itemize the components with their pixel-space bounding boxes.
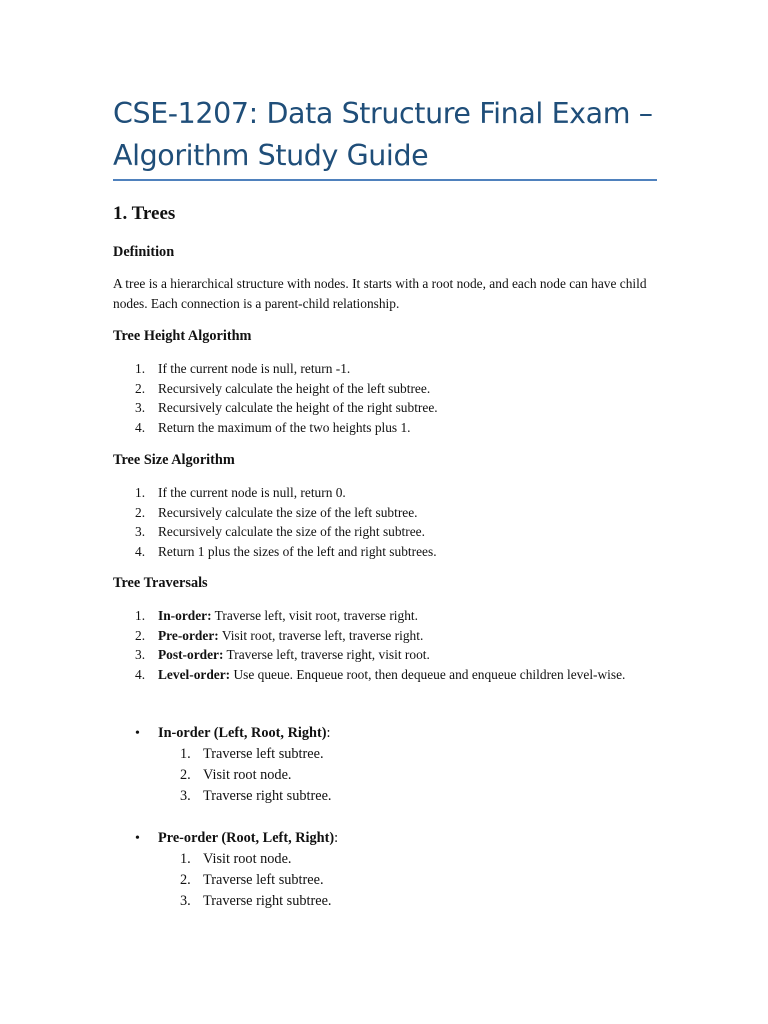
list-text: Traverse left subtree. bbox=[203, 746, 324, 762]
preorder-heading bbox=[113, 828, 658, 849]
list-number: 1. bbox=[180, 851, 191, 867]
list-item bbox=[113, 542, 658, 562]
list-text: Use queue. Enqueue root, then dequeue and enqueue children level-wise. bbox=[230, 666, 626, 682]
list-item bbox=[113, 522, 658, 542]
list-text: Traverse right subtree. bbox=[203, 788, 332, 804]
definition-text: A tree is a hierarchical structure with nodes. It starts with a root node, and each node can have child nodes. Each connection is a parent-child relationship. bbox=[113, 276, 647, 311]
definition-heading: Definition bbox=[113, 244, 175, 260]
traversal-term: Pre-order: bbox=[158, 627, 219, 643]
inorder-section bbox=[113, 723, 658, 807]
list-text: Traverse left, traverse right, visit root. bbox=[223, 647, 430, 662]
list-number: 2. bbox=[135, 504, 146, 520]
tree-size-steps bbox=[113, 483, 658, 561]
list-number: 3. bbox=[180, 788, 191, 804]
heading-colon: : bbox=[334, 830, 339, 846]
bullet-icon: • bbox=[135, 831, 140, 846]
list-item bbox=[113, 626, 658, 646]
tree-size-heading: Tree Size Algorithm bbox=[113, 452, 235, 468]
list-number: 2. bbox=[135, 627, 146, 643]
list-item bbox=[113, 483, 658, 503]
preorder-steps bbox=[113, 849, 658, 912]
section-heading-trees: 1. Trees bbox=[113, 203, 176, 224]
preorder-section bbox=[113, 828, 658, 912]
inorder-heading bbox=[113, 723, 658, 744]
preorder-heading-text: Pre-order (Root, Left, Right) bbox=[158, 830, 335, 846]
traversal-term: Post-order: bbox=[158, 647, 224, 662]
title-underline bbox=[113, 179, 657, 181]
list-item bbox=[113, 606, 658, 626]
inorder-steps bbox=[113, 744, 658, 807]
list-text: Visit root node. bbox=[203, 851, 292, 867]
list-number: 1. bbox=[135, 361, 146, 376]
list-number: 4. bbox=[135, 543, 146, 559]
list-number: 3. bbox=[135, 400, 146, 415]
list-number: 4. bbox=[135, 419, 146, 435]
list-item bbox=[113, 786, 658, 807]
list-item bbox=[113, 744, 658, 765]
tree-height-steps bbox=[113, 359, 658, 437]
list-number: 2. bbox=[180, 872, 191, 888]
list-item bbox=[113, 870, 658, 891]
tree-traversals-list bbox=[113, 606, 658, 684]
list-number: 1. bbox=[135, 485, 146, 500]
list-text: Return 1 plus the sizes of the left and right subtrees. bbox=[158, 543, 437, 559]
list-number: 3. bbox=[180, 893, 191, 909]
list-item bbox=[113, 645, 658, 665]
list-number: 3. bbox=[135, 647, 146, 662]
list-number: 2. bbox=[135, 380, 146, 396]
list-text: Traverse left subtree. bbox=[203, 872, 324, 888]
list-text: Visit root, traverse left, traverse right. bbox=[218, 627, 424, 643]
list-item bbox=[113, 665, 658, 685]
list-item bbox=[113, 849, 658, 870]
tree-traversals-heading: Tree Traversals bbox=[113, 575, 208, 591]
list-item bbox=[113, 418, 658, 438]
list-text: Recursively calculate the size of the left subtree. bbox=[158, 504, 418, 520]
traversal-term: In-order: bbox=[158, 608, 212, 623]
list-item bbox=[113, 359, 658, 379]
heading-colon: : bbox=[326, 725, 331, 741]
list-item bbox=[113, 398, 658, 418]
list-number: 4. bbox=[135, 666, 146, 682]
list-item bbox=[113, 379, 658, 399]
list-item bbox=[113, 503, 658, 523]
list-text: If the current node is null, return 0. bbox=[158, 485, 346, 500]
list-number: 3. bbox=[135, 524, 146, 539]
list-number: 1. bbox=[180, 746, 191, 762]
page-title: CSE-1207: Data Structure Final Exam – Algorithm Study Guide bbox=[113, 97, 653, 172]
list-item bbox=[113, 765, 658, 786]
list-text: Visit root node. bbox=[203, 767, 292, 783]
bullet-icon: • bbox=[135, 726, 140, 741]
list-text: Recursively calculate the height of the right subtree. bbox=[158, 400, 438, 415]
list-text: Recursively calculate the size of the right subtree. bbox=[158, 524, 425, 539]
list-number: 2. bbox=[180, 767, 191, 783]
list-text: Traverse right subtree. bbox=[203, 893, 332, 909]
tree-height-heading: Tree Height Algorithm bbox=[113, 328, 252, 344]
inorder-heading-text: In-order (Left, Root, Right) bbox=[158, 725, 327, 741]
list-text: If the current node is null, return -1. bbox=[158, 361, 351, 376]
list-text: Return the maximum of the two heights plus 1. bbox=[158, 419, 411, 435]
list-text: Traverse left, visit root, traverse right. bbox=[211, 608, 418, 623]
list-item bbox=[113, 891, 658, 912]
list-text: Recursively calculate the height of the left subtree. bbox=[158, 380, 431, 396]
list-number: 1. bbox=[135, 608, 146, 623]
traversal-term: Level-order: bbox=[158, 666, 231, 682]
